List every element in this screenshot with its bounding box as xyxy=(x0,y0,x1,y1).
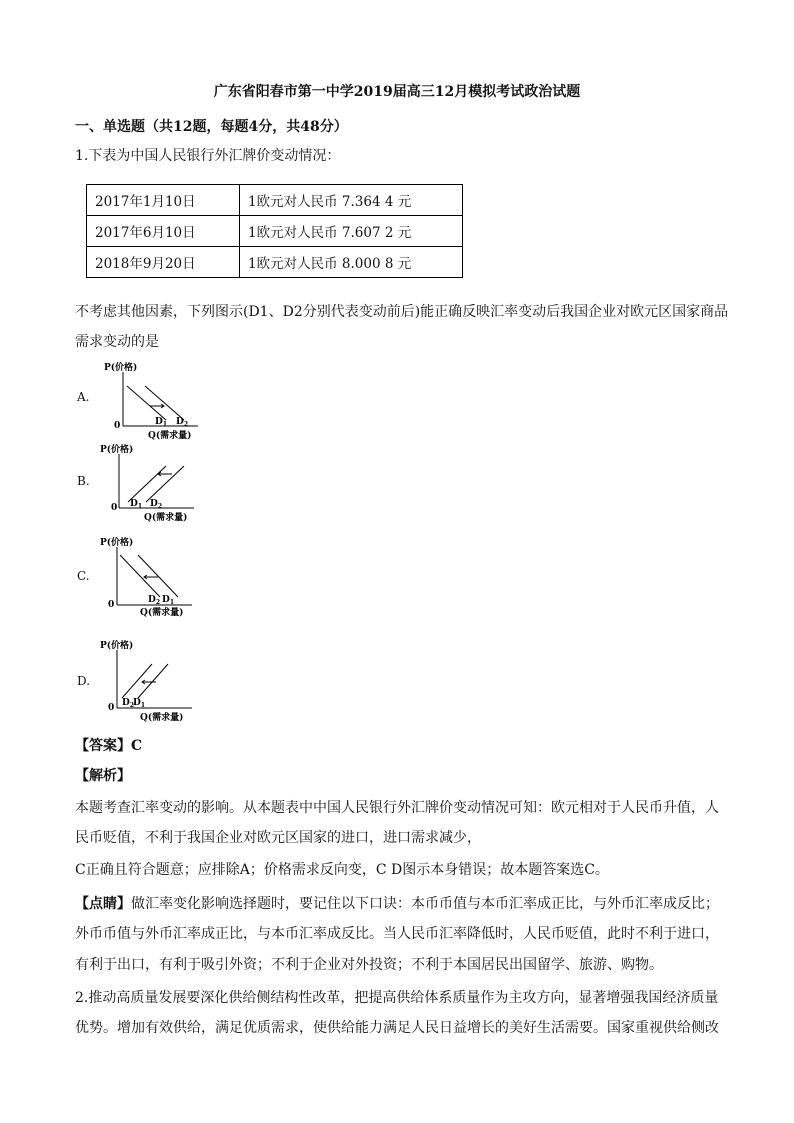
supply-curve xyxy=(138,664,168,698)
table-cell-rate: 1欧元对人民币 8.000 8 元 xyxy=(240,247,463,278)
supply-curve xyxy=(146,466,184,502)
curve-label: $D_2$ xyxy=(122,698,134,709)
table-cell-date: 2017年1月10日 xyxy=(87,185,240,216)
option-b-chart xyxy=(100,444,220,528)
option-c-chart xyxy=(100,537,220,621)
analysis-line: C正确且符合题意；应排除A；价格需求反向变，C D图示本身错误；故本题答案选C。 xyxy=(75,862,609,878)
page-title: 广东省阳春市第一中学2019届高三12月模拟考试政治试题 xyxy=(213,84,581,100)
option-a-chart xyxy=(100,362,220,446)
origin-label: 0 xyxy=(111,503,118,513)
x-axis-label: Q(需求量) xyxy=(140,713,184,723)
q2-line: 优势。增加有效供给，满足优质需求，使供给能力满足人民日益增长的美好生活需要。国家重视供给侧改 xyxy=(75,1020,719,1036)
curve-label: $D_1$ xyxy=(130,499,142,510)
tip-line: 外币币值与外币汇率成正比，与本币汇率成反比。当人民币汇率降低时，人民币贬值，此时不利于进口， xyxy=(75,926,719,942)
table-cell-date: 2018年9月20日 xyxy=(87,247,240,278)
option-c-label[interactable]: C. xyxy=(77,569,90,583)
q1-stem: 1.下表为中国人民银行外汇牌价变动情况： xyxy=(75,148,341,164)
answer: 【答案】C xyxy=(75,738,143,754)
option-d-label[interactable]: D. xyxy=(77,674,91,688)
tip-line: 有利于出口，有利于吸引外资；不利于企业对外投资；不利于本国居民出国留学、旅游、购物。 xyxy=(75,957,663,973)
demand-curve xyxy=(138,555,178,597)
origin-label: 0 xyxy=(114,421,121,431)
table-cell-rate: 1欧元对人民币 7.364 4 元 xyxy=(240,185,463,216)
x-axis-label: Q(需求量) xyxy=(148,431,192,441)
x-axis-label: Q(需求量) xyxy=(140,608,184,618)
arrow-left-icon xyxy=(158,472,172,476)
table-row xyxy=(87,247,463,278)
arrow-left-icon xyxy=(144,575,158,579)
x-axis-label: Q(需求量) xyxy=(144,513,188,523)
demand-curve xyxy=(120,555,160,597)
y-axis-label: P(价格) xyxy=(100,538,134,548)
demand-curve xyxy=(145,386,184,420)
option-b-label[interactable]: B. xyxy=(77,474,90,488)
exchange-rate-table xyxy=(86,184,463,278)
demand-curve xyxy=(127,386,166,420)
table-cell-rate: 1欧元对人民币 7.607 2 元 xyxy=(240,216,463,247)
curve-label: $D_1$ xyxy=(162,595,174,606)
y-axis-label: P(价格) xyxy=(100,445,134,455)
y-axis-label: P(价格) xyxy=(104,363,138,373)
curve-label: $D_1$ xyxy=(155,417,167,428)
origin-label: 0 xyxy=(108,703,115,713)
q1-prompt-line2: 需求变动的是 xyxy=(75,334,159,350)
origin-label: 0 xyxy=(108,600,115,610)
y-axis-label: P(价格) xyxy=(100,641,134,651)
q1-prompt-line1: 不考虑其他因素，下列图示(D1、D2分别代表变动前后)能正确反映汇率变动后我国企业对欧元区国家商品 xyxy=(75,304,729,320)
section-heading: 一、单选题（共12题，每题4分，共48分） xyxy=(75,119,348,135)
option-a-label[interactable]: A. xyxy=(77,390,90,404)
supply-curve xyxy=(122,664,152,698)
tip-heading: 【点睛】 xyxy=(75,896,131,912)
table-cell-date: 2017年6月10日 xyxy=(87,216,240,247)
table-row xyxy=(87,185,463,216)
table-row xyxy=(87,216,463,247)
supply-curve xyxy=(128,466,166,502)
analysis-heading: 【解析】 xyxy=(75,768,131,784)
analysis-line: 本题考查汇率变动的影响。从本题表中中国人民银行外汇牌价变动情况可知：欧元相对于人民币升值，人 xyxy=(75,800,719,816)
curve-label: $D_1$ xyxy=(133,698,145,709)
curve-label: $D_2$ xyxy=(150,499,162,510)
curve-label: $D_2$ xyxy=(148,595,160,606)
option-d-chart xyxy=(100,640,220,728)
analysis-line: 民币贬值，不利于我国企业对欧元区国家的进口，进口需求减少， xyxy=(75,830,481,846)
curve-label: $D_2$ xyxy=(176,417,188,428)
q2-line: 2.推动高质量发展要深化供给侧结构性改革，把提高供给体系质量作为主攻方向，显著增强我国经济质量 xyxy=(75,990,719,1006)
tip-line: 【点睛】做汇率变化影响选择题时，要记住以下口诀：本币币值与本币汇率成正比，与外币汇率成反比； xyxy=(75,896,719,912)
